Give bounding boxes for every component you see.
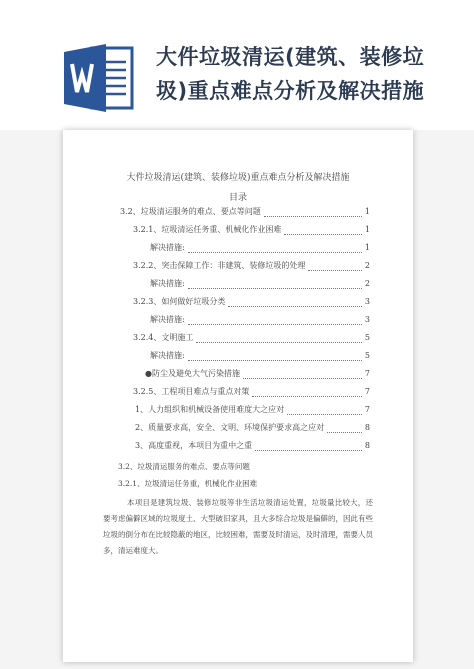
toc-leader [196,334,362,343]
toc-entry-text: 3.2.1、垃圾清运任务重、机械化作业困难 [133,225,282,234]
toc-entry-text: 3.2、垃圾清运服务的难点、要点等问题 [120,207,261,216]
toc-entry[interactable] [150,241,370,255]
toc-entry[interactable] [133,223,370,237]
toc-entry-text: ●防尘及避免大气污染措施 [145,369,240,378]
toc-leader [255,442,362,451]
toc-entry[interactable] [135,403,370,417]
toc-entry[interactable] [133,259,370,273]
banner-title-line-2: 圾)重点难点分析及解决措施 [156,79,425,103]
toc-leader [252,388,362,397]
toc-entry-page: 8 [364,441,370,450]
toc-entry-page: 3 [364,315,370,324]
toc-entry[interactable] [135,439,370,453]
toc-leader [188,352,362,361]
toc-entry[interactable] [133,331,370,345]
toc-entry-page: 2 [364,279,370,288]
toc-heading: 目录 [228,193,247,203]
toc-entry-text: 解决措施: [150,243,185,252]
toc-entry[interactable] [120,205,370,219]
toc-entry-text: 3.2.2、突击保障工作：非建筑、装修垃圾的处理 [133,261,306,270]
toc-entry-page: 7 [364,369,370,378]
toc-leader [287,406,362,415]
toc-leader [264,208,362,217]
toc-leader [188,280,362,289]
toc-entry-text: 3、高度重视，本项目为重中之重 [135,441,253,450]
toc-leader [188,244,362,253]
body-paragraph: 本项目是建筑垃圾、装修垃圾等非生活垃圾清运处置，垃圾量比较大，还要考虑偏僻区域的垃圾度土、大型破旧家具，且大多综合垃圾是偏僻的，因此有些垃圾的倒分布在比较隐蔽的地区，比较困难，需要及时清运，及时清理，需要人员多，清运难度大。 [103,498,373,555]
toc-leader [308,262,362,271]
toc-entry-page: 5 [364,351,370,360]
toc-entry[interactable] [150,277,370,291]
toc-leader [243,370,362,379]
toc-entry-text: 1、人力组织和机械设备使用难度大之应对 [135,405,285,414]
toc-entry-text: 3.2.3、如何做好垃圾分类 [133,297,226,306]
toc-entry[interactable] [150,313,370,327]
toc-entry[interactable] [133,295,370,309]
toc-entry-text: 解决措施: [150,351,185,360]
toc-entry-page: 2 [364,261,370,270]
toc-leader [188,316,362,325]
toc-entry[interactable] [135,421,370,435]
toc-entry[interactable] [150,349,370,363]
toc-entry-text: 3.2.5、工程项目难点与重点对策 [133,387,250,396]
toc-leader [327,424,362,433]
word-document-icon [62,42,136,114]
subsection-heading: 3.2.1、垃圾清运任务重，机械化作业困难 [118,479,258,488]
toc-entry-page: 7 [364,387,370,396]
toc-entry-page: 1 [364,207,370,216]
toc-entry-text: 解决措施: [150,315,185,324]
document-page [63,130,413,662]
toc-entry[interactable] [133,385,370,399]
toc-entry-page: 1 [364,243,370,252]
toc-entry-text: 2、质量要求高，安全、文明、环境保护要求高之应对 [135,423,325,432]
banner-title [156,40,466,108]
toc-leader [284,226,362,235]
toc-entry-page: 3 [364,297,370,306]
toc-entry-page: 7 [364,405,370,414]
document-title: 大件垃圾清运(建筑、装修垃圾)重点难点分析及解决措施 [126,173,350,183]
toc-entry[interactable] [145,367,370,381]
toc-entry-page: 8 [364,423,370,432]
toc-entry-page: 5 [364,333,370,342]
toc-entry-text: 解决措施: [150,279,185,288]
banner-title-line-1: 大件垃圾清运(建筑、装修垃 [156,45,425,69]
toc-leader [228,298,362,307]
toc-entry-text: 3.2.4、文明施工 [133,333,194,342]
section-heading: 3.2、垃圾清运服务的难点、要点等问题 [118,462,250,471]
header-banner [0,0,474,130]
toc-entry-page: 1 [364,225,370,234]
